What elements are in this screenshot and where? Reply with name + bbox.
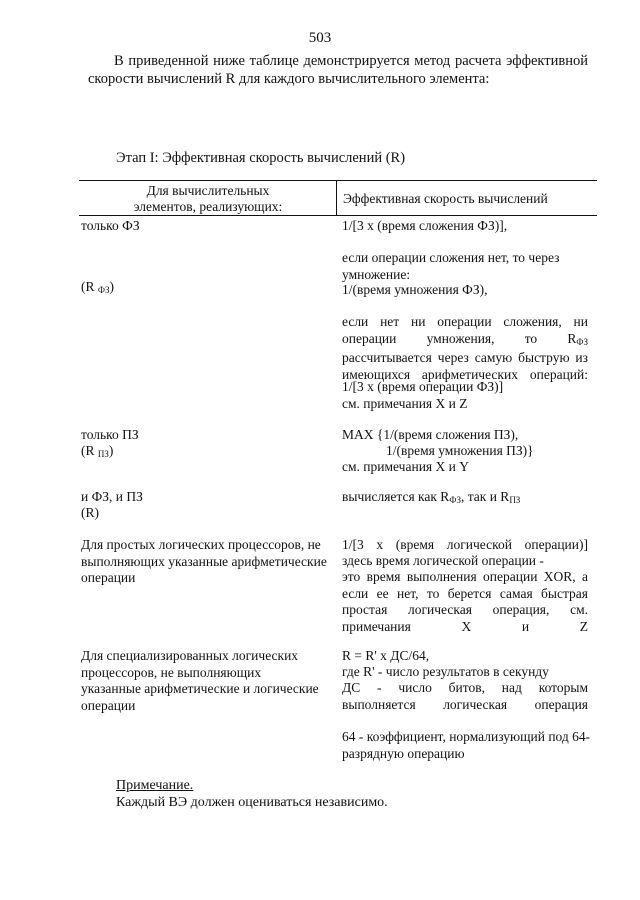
intro-paragraph — [88, 52, 588, 88]
row5-right-line3: ДС - число битов, над которым выполняется логическая операция — [342, 680, 588, 712]
row2-left-symbol: (R $_{ПЗ}$) — [81, 443, 114, 459]
row1-right-line3: 1/(время умножения ФЗ), — [342, 282, 488, 297]
row3-right: вычисляется как $R_{ФЗ}$, так и $R_{ПЗ}$ — [342, 489, 521, 505]
table-column-divider — [336, 180, 337, 216]
row1-left-label: только ФЗ — [81, 218, 140, 233]
row4-left: Для простых логических процессоров, не выполняющих указанные арифметические операции — [81, 537, 327, 585]
row3-left-label: и ФЗ, и ПЗ — [81, 489, 143, 504]
row5-right-line2: где R' - число результатов в секунду — [342, 664, 549, 679]
row1-left-symbol: (R $_{ФЗ}$) — [81, 279, 114, 295]
row5-right-line4: 64 - коэффициент, нормализующий под 64-разрядную операцию — [342, 729, 591, 761]
row1-right-line4: если нет ни операции сложения, ни операции умножения, то $R_{ФЗ}$ рассчитывается через самую быструю из имеющихся арифметических операций: — [342, 314, 588, 382]
row2-right-line1: MAX {1/(время сложения ПЗ), — [342, 427, 519, 442]
row1-right-line2: если операции сложения нет, то через умножение: — [342, 250, 560, 282]
row4-right-line3: это время выполнения операции XOR, а если ее нет, то берется самая быстрая простая логическая операция, см. примечания X и Z — [342, 569, 588, 634]
table-header-right: Эффективная скорость вычислений — [343, 191, 548, 206]
row1-right-line5: 1/[3 x (время операции ФЗ)] — [342, 379, 504, 394]
row5-left: Для специализированных логических процессоров, не выполняющих указанные арифметические и логические операции — [81, 648, 319, 713]
row2-left-label: только ПЗ — [81, 427, 139, 442]
row4-right-line1: 1/[3 x (время логической операции)] — [342, 537, 588, 552]
stage-title: Этап I: Эффективная скорость вычислений (R) — [116, 150, 406, 166]
row5-right-line1: R = R' x ДС/64, — [342, 648, 430, 663]
table-top-rule — [79, 180, 597, 181]
row1-right-line6: см. примечания X и Z — [342, 396, 468, 411]
row2-right-line2: 1/(время умножения ПЗ)} — [386, 443, 534, 458]
header-left-line2: элементов, реализующих: — [133, 199, 283, 214]
header-left-line1: Для вычислительных — [146, 183, 270, 198]
note-title: Примечание. — [116, 778, 194, 793]
table-header-rule — [79, 215, 597, 216]
table-header-left — [80, 183, 336, 215]
page-number: 503 — [308, 30, 332, 46]
row1-right-line1: 1/[3 x (время сложения ФЗ)], — [342, 218, 508, 233]
row4-right-line2: здесь время логической операции - — [342, 553, 544, 568]
row3-left-symbol: (R) — [81, 505, 99, 520]
note-text: Каждый ВЭ должен оцениваться независимо. — [116, 795, 388, 810]
row2-right-line3: см. примечания X и Y — [342, 459, 469, 474]
intro-text: В приведенной ниже таблице демонстрируется метод расчета эффективной скорости вычислений R для каждого вычислительного элемента: — [88, 53, 588, 87]
